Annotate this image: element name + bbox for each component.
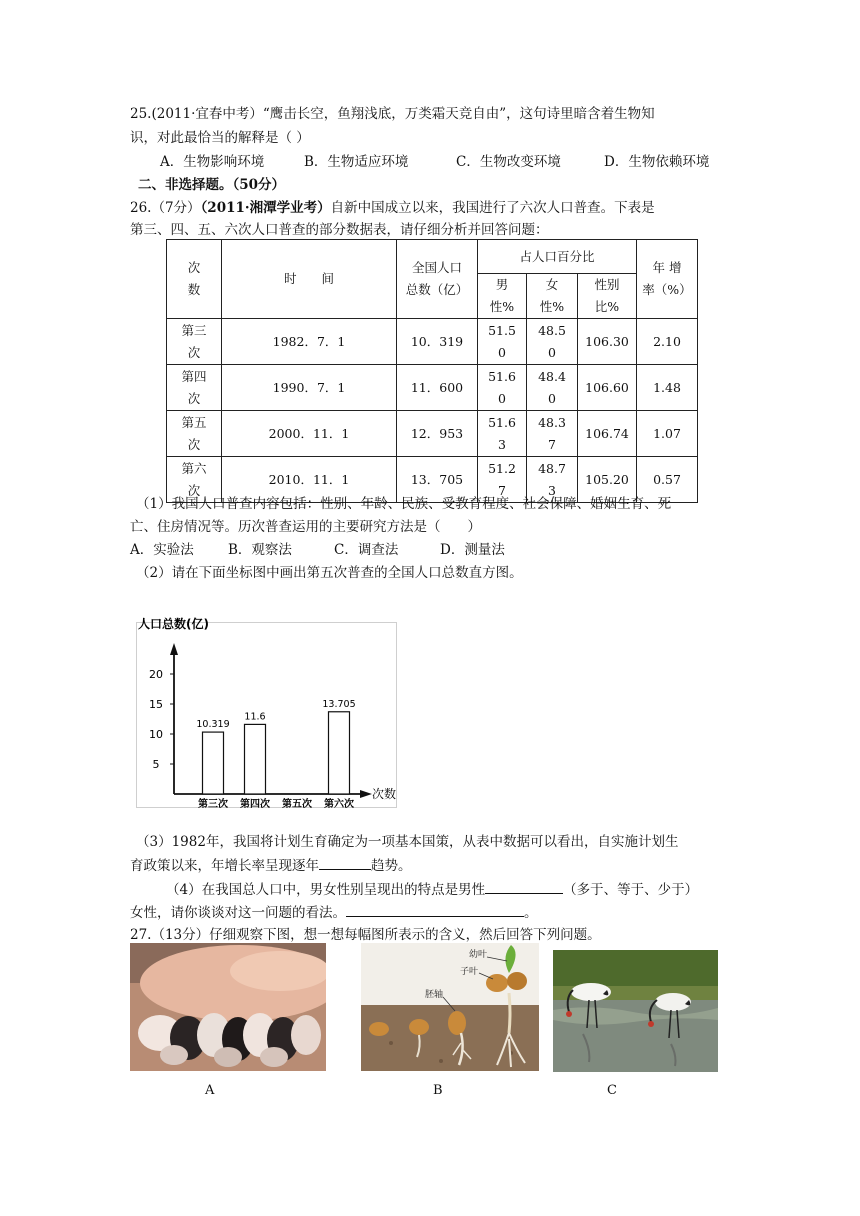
census-table — [166, 239, 698, 503]
q26-sub1-option-c: C．调查法 — [334, 542, 399, 558]
y-tick-label: 20 — [149, 668, 163, 681]
y-tick-label: 15 — [149, 698, 163, 711]
q26-intro-text: 自新中国成立以来，我国进行了六次人口普查。下表是 — [330, 200, 655, 216]
population-bar-chart — [136, 617, 398, 809]
q25-option-c: C．生物改变环境 — [456, 154, 561, 170]
q25-option-b: B．生物适应环境 — [304, 154, 409, 170]
q26-sub4-line2: 女性，请你谈谈对这一问题的看法。 。 — [130, 902, 538, 923]
x-category-label: 第四次 — [240, 799, 270, 809]
q26-sub1-option-b: B．观察法 — [228, 542, 292, 558]
label-young-leaf: 幼叶 — [469, 950, 488, 960]
cell-time: 2010．11．1 — [222, 457, 397, 503]
q26-intro-line2: 第三、四、五、六次人口普查的部分数据表，请仔细分析并回答问题： — [130, 222, 549, 238]
q25-line2: 识，对此最恰当的解释是（ ） — [130, 130, 310, 146]
cell-time: 1982．7．1 — [222, 319, 397, 365]
header-ratio: 性别 比% — [578, 274, 637, 319]
header-total: 全国人口 总数（亿） — [397, 240, 478, 319]
cell-male: 51.5 0 — [478, 319, 527, 365]
q26-number: 26.（7分） — [130, 200, 201, 216]
label-hypocotyl: 胚轴 — [425, 990, 444, 1000]
bar — [203, 732, 224, 794]
caption-b: B — [433, 1083, 443, 1098]
cell-growth: 1.48 — [637, 365, 698, 411]
q26-sub1-line2: 亡、住房情况等。历次普查运用的主要研究方法是（ ） — [130, 519, 481, 535]
cell-count: 第五 次 — [167, 411, 222, 457]
answer-blank-trend[interactable] — [319, 855, 371, 870]
header-count: 次 数 — [167, 240, 222, 319]
y-axis-label: 人口总数(亿) — [138, 617, 209, 631]
bar-data-label: 10.319 — [196, 719, 230, 731]
q26-source: （2011·湘潭学业考） — [200, 200, 331, 216]
cell-female: 48.3 7 — [527, 411, 578, 457]
cell-time: 2000．11．1 — [222, 411, 397, 457]
cell-male: 51.2 7 — [478, 457, 527, 503]
bar — [329, 712, 350, 794]
seed-germination-photo — [361, 943, 539, 1071]
cell-growth: 2.10 — [637, 319, 698, 365]
q25-line1: 25.(2011·宜春中考）“鹰击长空，鱼翔浅底，万类霜天竞自由”，这句诗里暗含着生物知 — [130, 106, 655, 122]
cell-time: 1990．7．1 — [222, 365, 397, 411]
bar — [245, 724, 266, 794]
cell-ratio: 106.74 — [578, 411, 637, 457]
cell-female: 48.7 3 — [527, 457, 578, 503]
label-cotyledon: 子叶 — [460, 967, 479, 977]
q26-sub3-line2: 育政策以来，年增长率呈现逐年 趋势。 — [130, 855, 412, 876]
q25-option-d: D．生物依赖环境 — [604, 154, 710, 170]
cell-ratio: 105.20 — [578, 457, 637, 503]
table-row — [167, 319, 698, 365]
section-heading: 二、非选择题。（50分） — [138, 177, 286, 193]
cell-growth: 1.07 — [637, 411, 698, 457]
table-row — [167, 411, 698, 457]
bar-data-label: 11.6 — [244, 711, 266, 723]
x-axis-label: 次数 — [372, 787, 397, 801]
q26-intro — [130, 198, 655, 218]
caption-c: C — [607, 1083, 617, 1098]
x-category-label: 第五次 — [282, 799, 312, 809]
x-category-label: 第三次 — [198, 799, 228, 809]
y-tick-label: 10 — [149, 728, 163, 741]
answer-blank-opinion[interactable] — [346, 902, 524, 917]
x-category-label: 第六次 — [324, 799, 354, 809]
cell-total: 12．953 — [397, 411, 478, 457]
bar-data-label: 13.705 — [322, 698, 356, 710]
cell-total: 13．705 — [397, 457, 478, 503]
header-percent: 占人口百分比 — [478, 240, 637, 274]
answer-blank-gender[interactable] — [485, 879, 563, 894]
cell-count: 第三 次 — [167, 319, 222, 365]
cell-count: 第四 次 — [167, 365, 222, 411]
q26-sub2: （2）请在下面坐标图中画出第五次普查的全国人口总数直方图。 — [136, 565, 523, 581]
cell-ratio: 106.30 — [578, 319, 637, 365]
cell-female: 48.4 0 — [527, 365, 578, 411]
q26-sub1-line1: （1）我国人口普查内容包括：性别、年龄、民族、受教育程度、社会保障、婚姻生育、死 — [136, 496, 672, 512]
cell-ratio: 106.60 — [578, 365, 637, 411]
q27-intro: 27.（13分）仔细观察下图，想一想每幅图所表示的含义，然后回答下列问题。 — [130, 927, 601, 943]
q26-sub3-line1: （3）1982年，我国将计划生育确定为一项基本国策，从表中数据可以看出，自实施计划生 — [136, 834, 679, 850]
y-tick-label: 5 — [152, 758, 160, 771]
caption-a: A — [205, 1083, 215, 1098]
q26-sub1-option-d: D．测量法 — [440, 542, 505, 558]
cranes-photo — [553, 950, 718, 1072]
q25-option-a: A．生物影响环境 — [160, 154, 265, 170]
cell-female: 48.5 0 — [527, 319, 578, 365]
cell-count: 第六 次 — [167, 457, 222, 503]
q26-sub1-option-a: A．实验法 — [130, 542, 194, 558]
q26-sub4-line1: （4）在我国总人口中，男女性别呈现出的特点是男性 （多于、等于、少于） — [166, 879, 698, 900]
header-female: 女 性% — [527, 274, 578, 319]
piglets-photo — [130, 943, 326, 1071]
cell-male: 51.6 3 — [478, 411, 527, 457]
header-growth: 年 增 率（%） — [637, 240, 698, 319]
table-row — [167, 365, 698, 411]
cell-male: 51.6 0 — [478, 365, 527, 411]
cell-total: 11．600 — [397, 365, 478, 411]
header-time: 时 间 — [222, 240, 397, 319]
cell-growth: 0.57 — [637, 457, 698, 503]
header-male: 男 性% — [478, 274, 527, 319]
cell-total: 10．319 — [397, 319, 478, 365]
